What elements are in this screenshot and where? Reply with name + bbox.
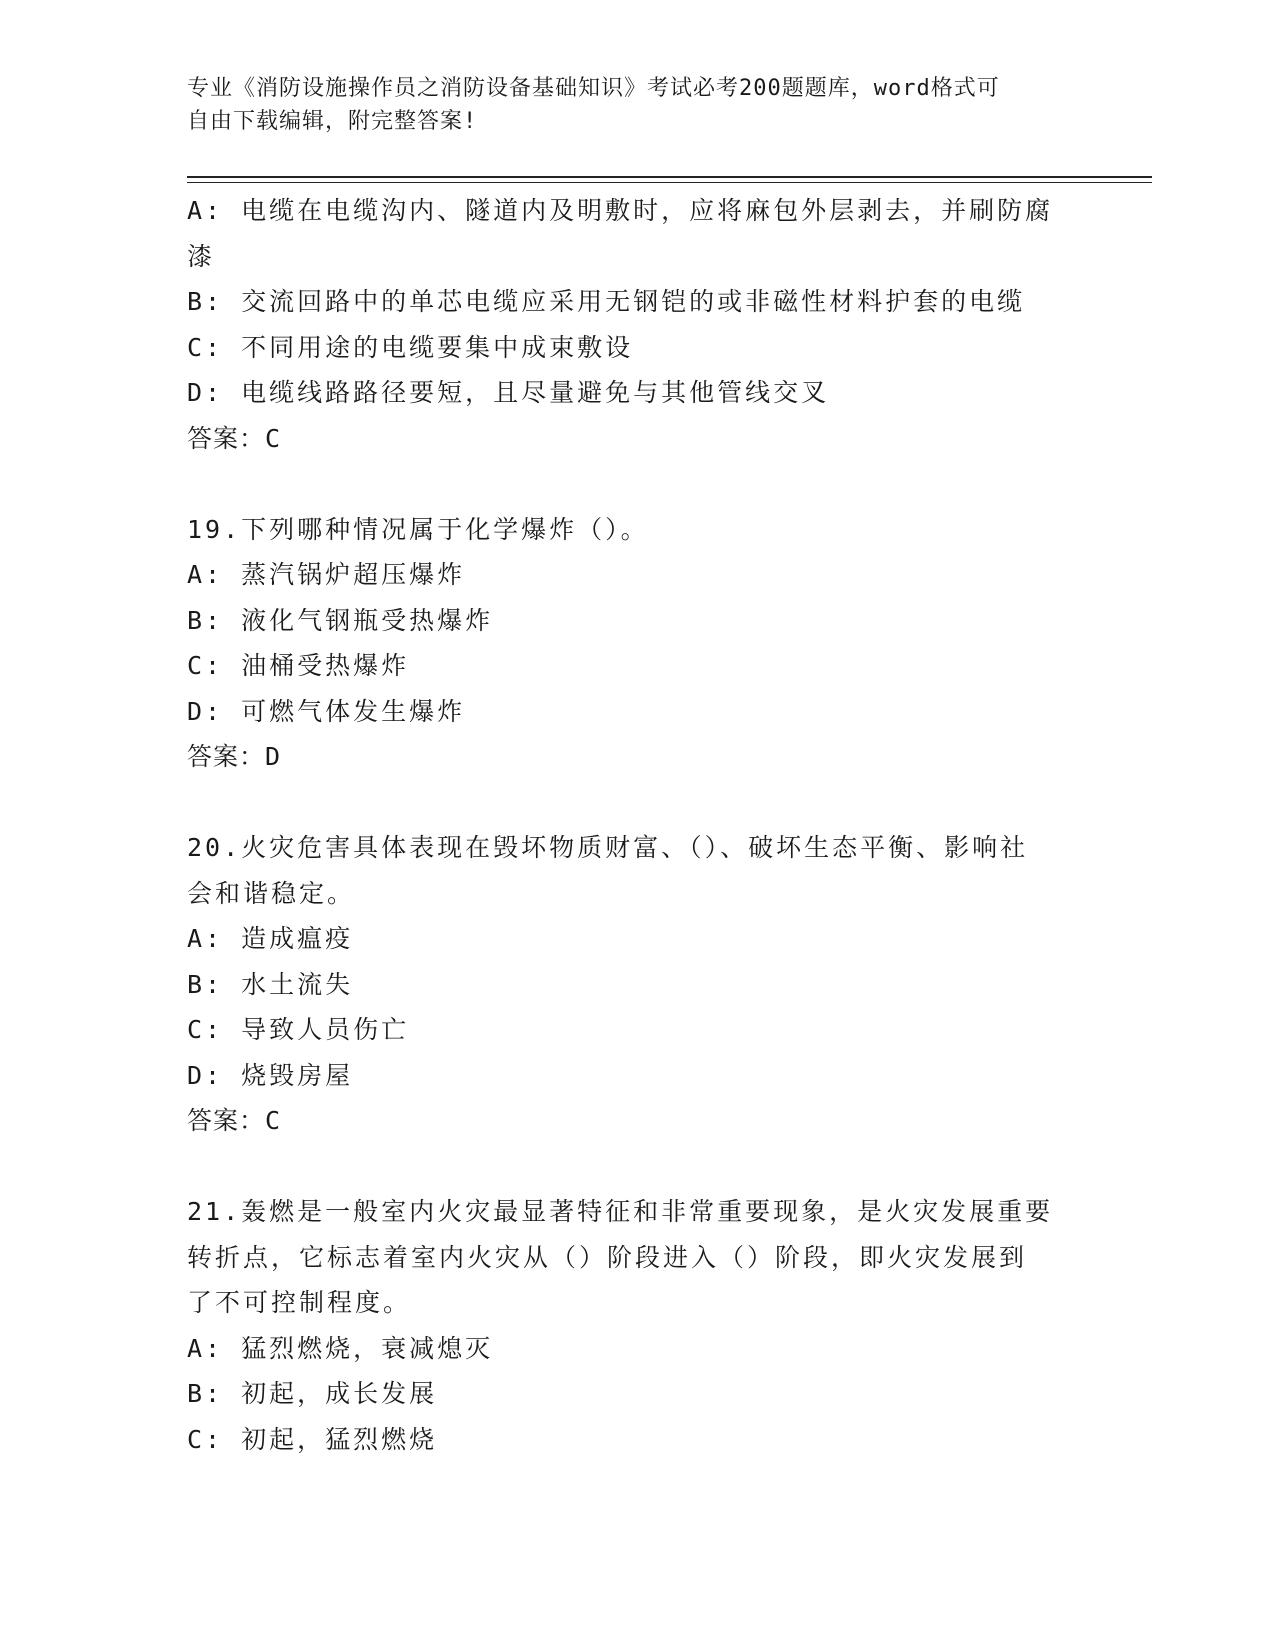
- option-c: C: 导致人员伤亡: [187, 1015, 410, 1044]
- option-a: A: 电缆在电缆沟内、隧道内及明敷时，应将麻包外层剥去，并刷防腐: [187, 196, 1054, 225]
- option-b: B: 初起，成长发展: [187, 1379, 438, 1408]
- option-b: B: 水土流失: [187, 969, 354, 999]
- option-d: D: 可燃气体发生爆炸: [187, 696, 466, 726]
- document-header: [187, 72, 1067, 138]
- option-b: B: 交流回路中的单芯电缆应采用无钢铠的或非磁性材料护套的电缆: [187, 287, 1026, 316]
- answer-label: 答案：D: [187, 742, 282, 771]
- question-stem: 21.轰燃是一般室内火灾最显著特征和非常重要现象，是火灾发展重要: [187, 1197, 1054, 1226]
- question-stem: 20.火灾危害具体表现在毁坏物质财富、（）、破坏生态平衡、影响社: [187, 833, 1029, 862]
- question-stem: 19.下列哪种情况属于化学爆炸（）。: [187, 514, 649, 544]
- option-b: B: 液化气钢瓶受热爆炸: [187, 605, 494, 635]
- option-c: C: 初起，猛烈燃烧: [187, 1424, 438, 1454]
- question-19-block: [187, 507, 1087, 780]
- question-stem-continued: 了不可控制程度。: [187, 1288, 412, 1317]
- question-21-block: [187, 1189, 1087, 1462]
- question-stem-continued: 会和谐稳定。: [187, 878, 356, 908]
- option-d: D: 电缆线路路径要短，且尽量避免与其他管线交叉: [187, 378, 830, 407]
- question-list: [187, 188, 1087, 1462]
- header-divider-thin: [187, 182, 1152, 183]
- option-c: C: 不同用途的电缆要集中成束敷设: [187, 332, 634, 362]
- answer-label: 答案：C: [187, 1106, 282, 1135]
- option-d: D: 烧毁房屋: [187, 1060, 354, 1090]
- question-20-block: [187, 825, 1087, 1144]
- header-title-line-2: 自由下载编辑，附完整答案!: [187, 109, 478, 134]
- option-c: C: 油桶受热爆炸: [187, 651, 410, 680]
- header-title-line-1: 专业《消防设施操作员之消防设备基础知识》考试必考200题题库，word格式可: [187, 76, 1000, 101]
- answer-label: 答案：C: [187, 423, 282, 453]
- question-stem-continued: 转折点，它标志着室内火灾从（）阶段进入（）阶段，即火灾发展到: [187, 1242, 1028, 1272]
- option-a: A: 造成瘟疫: [187, 924, 354, 953]
- question-18-block: [187, 188, 1087, 461]
- header-divider-thick: [187, 176, 1152, 178]
- option-a-continued: 漆: [187, 241, 216, 271]
- option-a: A: 蒸汽锅炉超压爆炸: [187, 560, 466, 589]
- option-a: A: 猛烈燃烧，衰减熄灭: [187, 1333, 494, 1363]
